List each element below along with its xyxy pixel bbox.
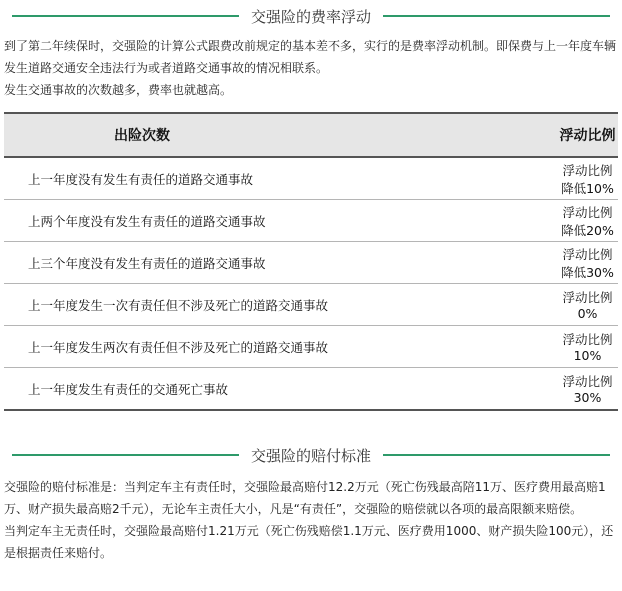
compensation-text xyxy=(4,476,618,564)
column-header-ratio: 浮动比例 xyxy=(557,113,618,157)
cell-ratio: 浮动比例0% xyxy=(557,284,618,326)
cell-ratio: 浮动比例30% xyxy=(557,368,618,411)
title-right-rule xyxy=(383,15,610,17)
cell-ratio: 浮动比例10% xyxy=(557,326,618,368)
cell-claims: 上一年度发生两次有责任但不涉及死亡的道路交通事故 xyxy=(4,326,557,368)
paragraph: 到了第二年续保时，交强险的计算公式跟费改前规定的基本差不多，实行的是费率浮动机制。即保费与上一年度车辆发生道路交通安全违法行为或者道路交通事故的情况相联系。 xyxy=(4,39,617,75)
cell-claims: 上三个年度没有发生有责任的道路交通事故 xyxy=(4,242,557,284)
table-row xyxy=(4,157,618,200)
title-left-rule xyxy=(12,454,239,456)
cell-claims: 上一年度发生有责任的交通死亡事故 xyxy=(4,368,557,411)
table-row xyxy=(4,326,618,368)
cell-ratio: 浮动比例降低20% xyxy=(557,200,618,242)
cell-claims: 上一年度发生一次有责任但不涉及死亡的道路交通事故 xyxy=(4,284,557,326)
table-row xyxy=(4,284,618,326)
paragraph: 当判定车主无责任时，交强险最高赔付1.21万元（死亡伤残赔偿1.1万元、医疗费用1000、财产损失险100元），还是根据责任来赔付。 xyxy=(4,524,614,560)
rate-float-table xyxy=(4,112,618,411)
title-right-rule xyxy=(383,454,610,456)
table-header-row xyxy=(4,113,618,157)
paragraph: 发生交通事故的次数越多，费率也就越高。 xyxy=(4,83,233,97)
rate-float-intro xyxy=(4,35,618,101)
column-header-claims: 出险次数 xyxy=(4,113,557,157)
section-title-text: 交强险的费率浮动 xyxy=(250,7,371,26)
cell-claims: 上两个年度没有发生有责任的道路交通事故 xyxy=(4,200,557,242)
paragraph: 交强险的赔付标准是：当判定车主有责任时，交强险最高赔付12.2万元（死亡伤残最高陪11万、医疗费用最高赔1万、财产损失最高赔2千元），无论车主责任大小，凡是“有责任”，交强险的赔偿就以各项的最高限额来赔偿。 xyxy=(4,480,606,516)
cell-ratio: 浮动比例降低30% xyxy=(557,242,618,284)
table-row xyxy=(4,368,618,411)
section-title-rate-float xyxy=(0,4,622,28)
table-row xyxy=(4,200,618,242)
title-left-rule xyxy=(12,15,239,17)
table-row xyxy=(4,242,618,284)
section-title-text: 交强险的赔付标准 xyxy=(250,446,371,465)
cell-claims: 上一年度没有发生有责任的道路交通事故 xyxy=(4,157,557,200)
section-title-compensation xyxy=(0,443,622,467)
cell-ratio: 浮动比例降低10% xyxy=(557,157,618,200)
